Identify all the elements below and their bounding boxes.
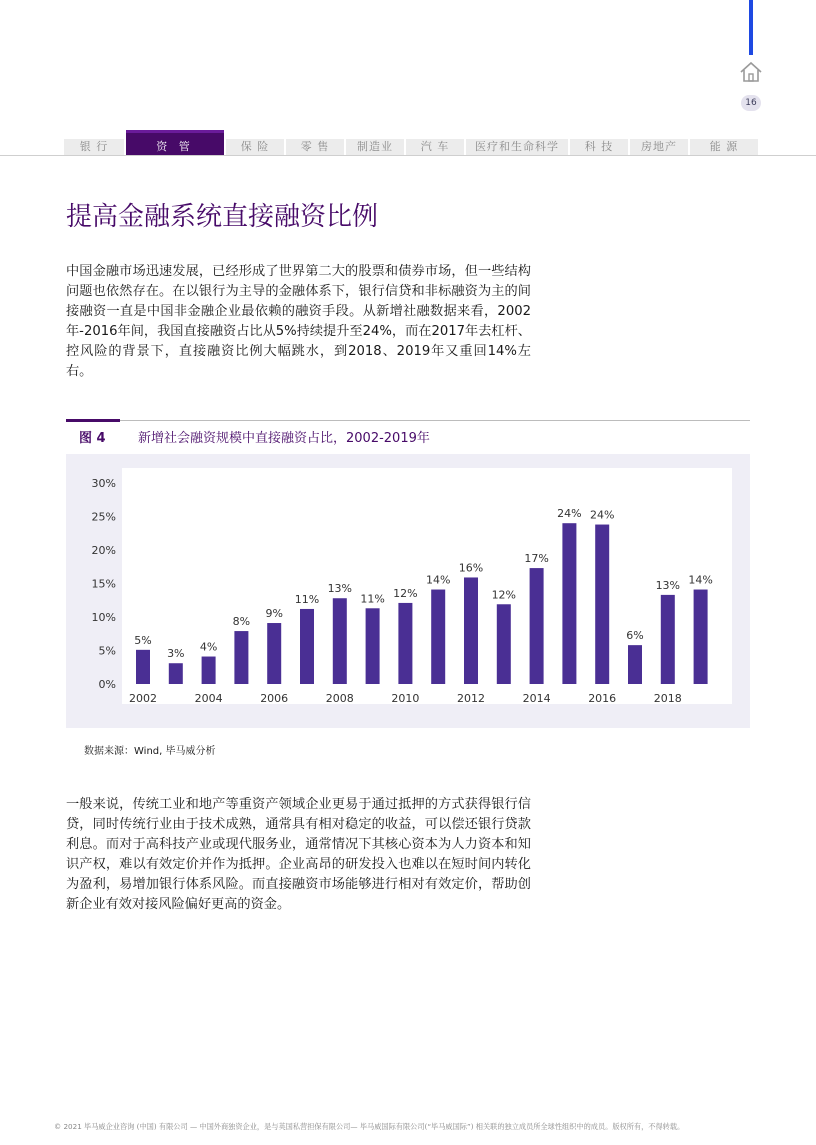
bar-data-label: 14% bbox=[688, 573, 713, 587]
home-icon[interactable] bbox=[738, 60, 764, 84]
bar-data-label: 24% bbox=[557, 507, 582, 521]
bar-2015 bbox=[562, 523, 576, 684]
nav-tab-3[interactable]: 零 售 bbox=[284, 139, 344, 155]
bar-data-label: 11% bbox=[360, 592, 385, 606]
bar-data-label: 6% bbox=[626, 629, 644, 643]
bar-2012 bbox=[464, 577, 478, 684]
bar-2003 bbox=[169, 663, 183, 684]
bar-2017 bbox=[628, 645, 642, 684]
bar-2011 bbox=[431, 590, 445, 684]
nav-tab-9[interactable]: 能 源 bbox=[688, 139, 758, 155]
x-tick-label: 2010 bbox=[391, 692, 420, 705]
nav-divider bbox=[0, 155, 816, 156]
bar-2014 bbox=[530, 568, 544, 684]
bar-data-label: 9% bbox=[265, 607, 283, 621]
body-paragraph: 一般来说，传统工业和地产等重资产领域企业更易于通过抵押的方式获得银行信贷，同时传统行业由于技术成熟，通常具有相对稳定的收益，可以偿还银行贷款利息。而对于高科技产业或现代服务业，通常情况下其核心资本为人力资本和知识产权，难以有效定价并作为抵押。企业高昂的研发投入也难以在短时间内转化为盈利，易增加银行体系风险。而直接融资市场能够进行相对有效定价，帮助创新企业有效对接风险偏好更高的资金。 bbox=[66, 797, 531, 912]
nav-tab-2[interactable]: 保 险 bbox=[224, 139, 284, 155]
nav-tab-7[interactable]: 科 技 bbox=[568, 139, 628, 155]
y-tick-label: 0% bbox=[98, 678, 116, 691]
bar-2008 bbox=[333, 598, 347, 684]
bar-2004 bbox=[202, 657, 216, 684]
copyright-footer: © 2021 毕马威企业咨询 (中国) 有限公司 — 中国外商独资企业，是与英国私营担保有限公司— 毕马威国际有限公司(“毕马威国际”) 相关联的独立成员所全球性组织中的成员。版权所有，不得转载。 bbox=[54, 1122, 685, 1131]
bar-2002 bbox=[136, 650, 150, 684]
bar-data-label: 17% bbox=[524, 552, 549, 566]
top-accent-bar bbox=[749, 0, 753, 55]
bar-data-label: 12% bbox=[491, 588, 517, 602]
y-tick-label: 25% bbox=[91, 510, 116, 524]
x-tick-label: 2006 bbox=[260, 692, 289, 705]
nav-tab-6[interactable]: 医疗和生命科学 bbox=[464, 139, 568, 155]
bar-2005 bbox=[234, 631, 248, 684]
x-tick-label: 2012 bbox=[457, 692, 485, 705]
bar-data-label: 12% bbox=[393, 586, 418, 600]
x-tick-label: 2016 bbox=[588, 692, 617, 705]
bar-data-label: 8% bbox=[232, 615, 251, 629]
bar-2006 bbox=[267, 623, 281, 684]
nav-tab-1[interactable]: 资 管 bbox=[126, 130, 224, 155]
figure-number: 图 4 bbox=[79, 431, 106, 446]
y-tick-label: 15% bbox=[91, 577, 116, 591]
bar-2018 bbox=[661, 595, 675, 684]
x-tick-label: 2004 bbox=[194, 692, 223, 705]
bar-chart bbox=[66, 454, 750, 728]
y-tick-label: 10% bbox=[91, 611, 116, 624]
bar-data-label: 13% bbox=[327, 582, 353, 596]
bar-2007 bbox=[300, 609, 314, 684]
nav-tab-4[interactable]: 制造业 bbox=[344, 139, 404, 155]
bar-data-label: 13% bbox=[655, 578, 681, 592]
figure-accent-bar bbox=[66, 419, 120, 422]
x-tick-label: 2018 bbox=[653, 692, 682, 705]
nav-tab-5[interactable]: 汽 车 bbox=[404, 139, 464, 155]
figure-title: 新增社会融资规模中直接融资占比，2002-2019年 bbox=[138, 431, 430, 446]
bar-data-label: 11% bbox=[294, 592, 320, 606]
page-number: 16 bbox=[741, 95, 761, 111]
bar-data-label: 4% bbox=[199, 640, 218, 654]
bar-2016 bbox=[595, 525, 609, 684]
x-tick-label: 2008 bbox=[325, 692, 354, 705]
y-tick-label: 5% bbox=[98, 644, 116, 658]
x-tick-label: 2002 bbox=[129, 692, 157, 705]
nav-tab-0[interactable]: 银 行 bbox=[62, 139, 124, 155]
bar-2013 bbox=[497, 604, 511, 684]
bar-data-label: 16% bbox=[458, 561, 484, 575]
bar-data-label: 14% bbox=[425, 573, 451, 587]
nav-tab-8[interactable]: 房地产 bbox=[628, 139, 688, 155]
figure-source: 数据来源：Wind, 毕马威分析 bbox=[84, 746, 216, 757]
page-title: 提高金融系统直接融资比例 bbox=[66, 202, 379, 232]
bar-2009 bbox=[366, 608, 380, 684]
bar-data-label: 24% bbox=[589, 508, 615, 522]
figure-rule bbox=[66, 420, 750, 421]
intro-paragraph: 中国金融市场迅速发展，已经形成了世界第二大的股票和债券市场，但一些结构问题也依然存在。在以银行为主导的金融体系下，银行信贷和非标融资为主的间接融资一直是中国非金融企业最依赖的融资手段。从新增社融数据来看，2002年-2016年间，我国直接融资占比从5%持续提升至24%，而在2017年去杠杆、控风险的背景下，直接融资比例大幅跳水，到2018、2019年又重回14%左右。 bbox=[66, 264, 531, 379]
y-tick-label: 20% bbox=[91, 544, 116, 557]
bar-data-label: 5% bbox=[134, 633, 152, 647]
y-tick-label: 30% bbox=[91, 477, 116, 490]
bar-data-label: 3% bbox=[167, 647, 185, 661]
bar-2019 bbox=[694, 590, 708, 684]
bar-2010 bbox=[398, 603, 412, 684]
x-tick-label: 2014 bbox=[522, 692, 551, 705]
